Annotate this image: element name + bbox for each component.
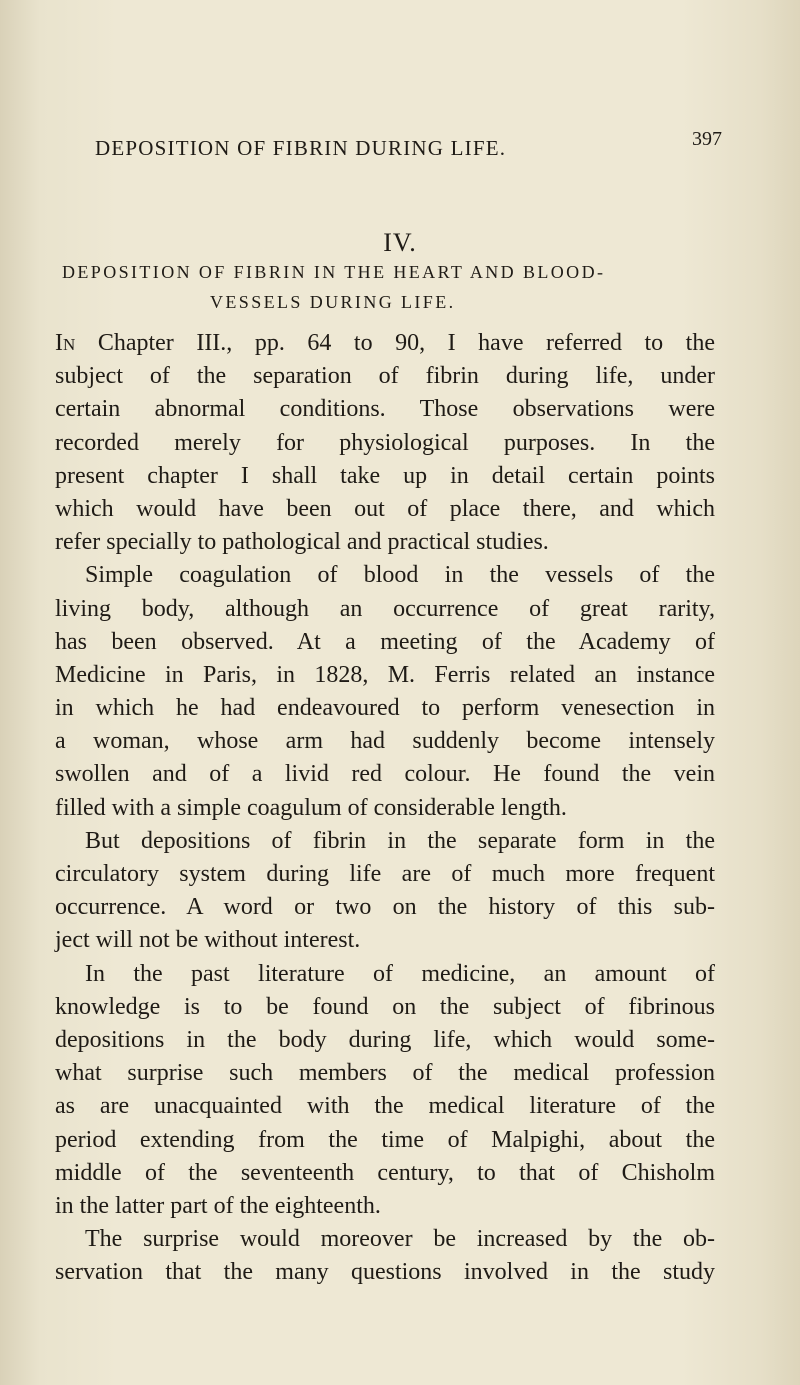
text-line: Simple coagulation of blood in the vessels of the <box>85 562 715 589</box>
text-line: But depositions of fibrin in the separate form in the <box>85 827 715 854</box>
section-numeral: IV. <box>383 228 417 257</box>
running-title: DEPOSITION OF FIBRIN DURING LIFE. <box>95 136 507 160</box>
text-line: depositions in the body during life, which would some- <box>55 1026 715 1053</box>
text-line: In the past literature of medicine, an amount of <box>85 960 715 987</box>
text-line: filled with a simple coagulum of considerable length. <box>55 794 567 821</box>
text-line: present chapter I shall take up in detail certain points <box>55 462 715 489</box>
section-title-line-2: VESSELS DURING LIFE. <box>210 292 456 312</box>
text-line: recorded merely for physiological purposes. In the <box>55 429 715 456</box>
text-line: circulatory system during life are of much more frequent <box>55 861 715 887</box>
text-line: middle of the seventeenth century, to that of Chisholm <box>55 1159 715 1186</box>
text-line: as are unacquainted with the medical literature of the <box>55 1093 715 1120</box>
text-line <box>55 327 715 360</box>
text-line: ject will not be without interest. <box>55 927 361 954</box>
body-text <box>55 327 715 1289</box>
text-line: a woman, whose arm had suddenly become intensely <box>55 728 715 755</box>
text-line: what surprise such members of the medical profession <box>55 1060 715 1087</box>
text-line: The surprise would moreover be increased by the ob- <box>85 1226 715 1253</box>
page-number: 397 <box>692 128 722 150</box>
text-line: occurrence. A word or two on the history of this sub- <box>55 894 715 921</box>
text-line: subject of the separation of fibrin during life, under <box>55 363 715 390</box>
section-title-line-1: DEPOSITION OF FIBRIN IN THE HEART AND BLOOD- <box>62 262 606 282</box>
text-line: has been observed. At a meeting of the Academy of <box>55 628 715 655</box>
text-line: Medicine in Paris, in 1828, M. Ferris related an instance <box>55 661 715 688</box>
running-head <box>95 128 795 166</box>
text-line: knowledge is to be found on the subject of fibrinous <box>55 993 715 1020</box>
text-line: period extending from the time of Malpighi, about the <box>55 1126 715 1153</box>
first-word: In <box>55 330 76 356</box>
text-line-content: Chapter III., pp. 64 to 90, I have referred to the <box>75 330 715 356</box>
text-line: living body, although an occurrence of great rarity, <box>55 595 715 622</box>
text-line: swollen and of a livid red colour. He found the vein <box>55 761 715 788</box>
text-line: in which he had endeavoured to perform venesection in <box>55 695 715 722</box>
text-line: servation that the many questions involved in the study <box>55 1259 715 1286</box>
text-line: refer specially to pathological and practical studies. <box>55 529 549 556</box>
text-line: which would have been out of place there, and which <box>55 495 715 522</box>
text-line: certain abnormal conditions. Those observations were <box>55 396 715 423</box>
text-line: in the latter part of the eighteenth. <box>55 1192 381 1219</box>
